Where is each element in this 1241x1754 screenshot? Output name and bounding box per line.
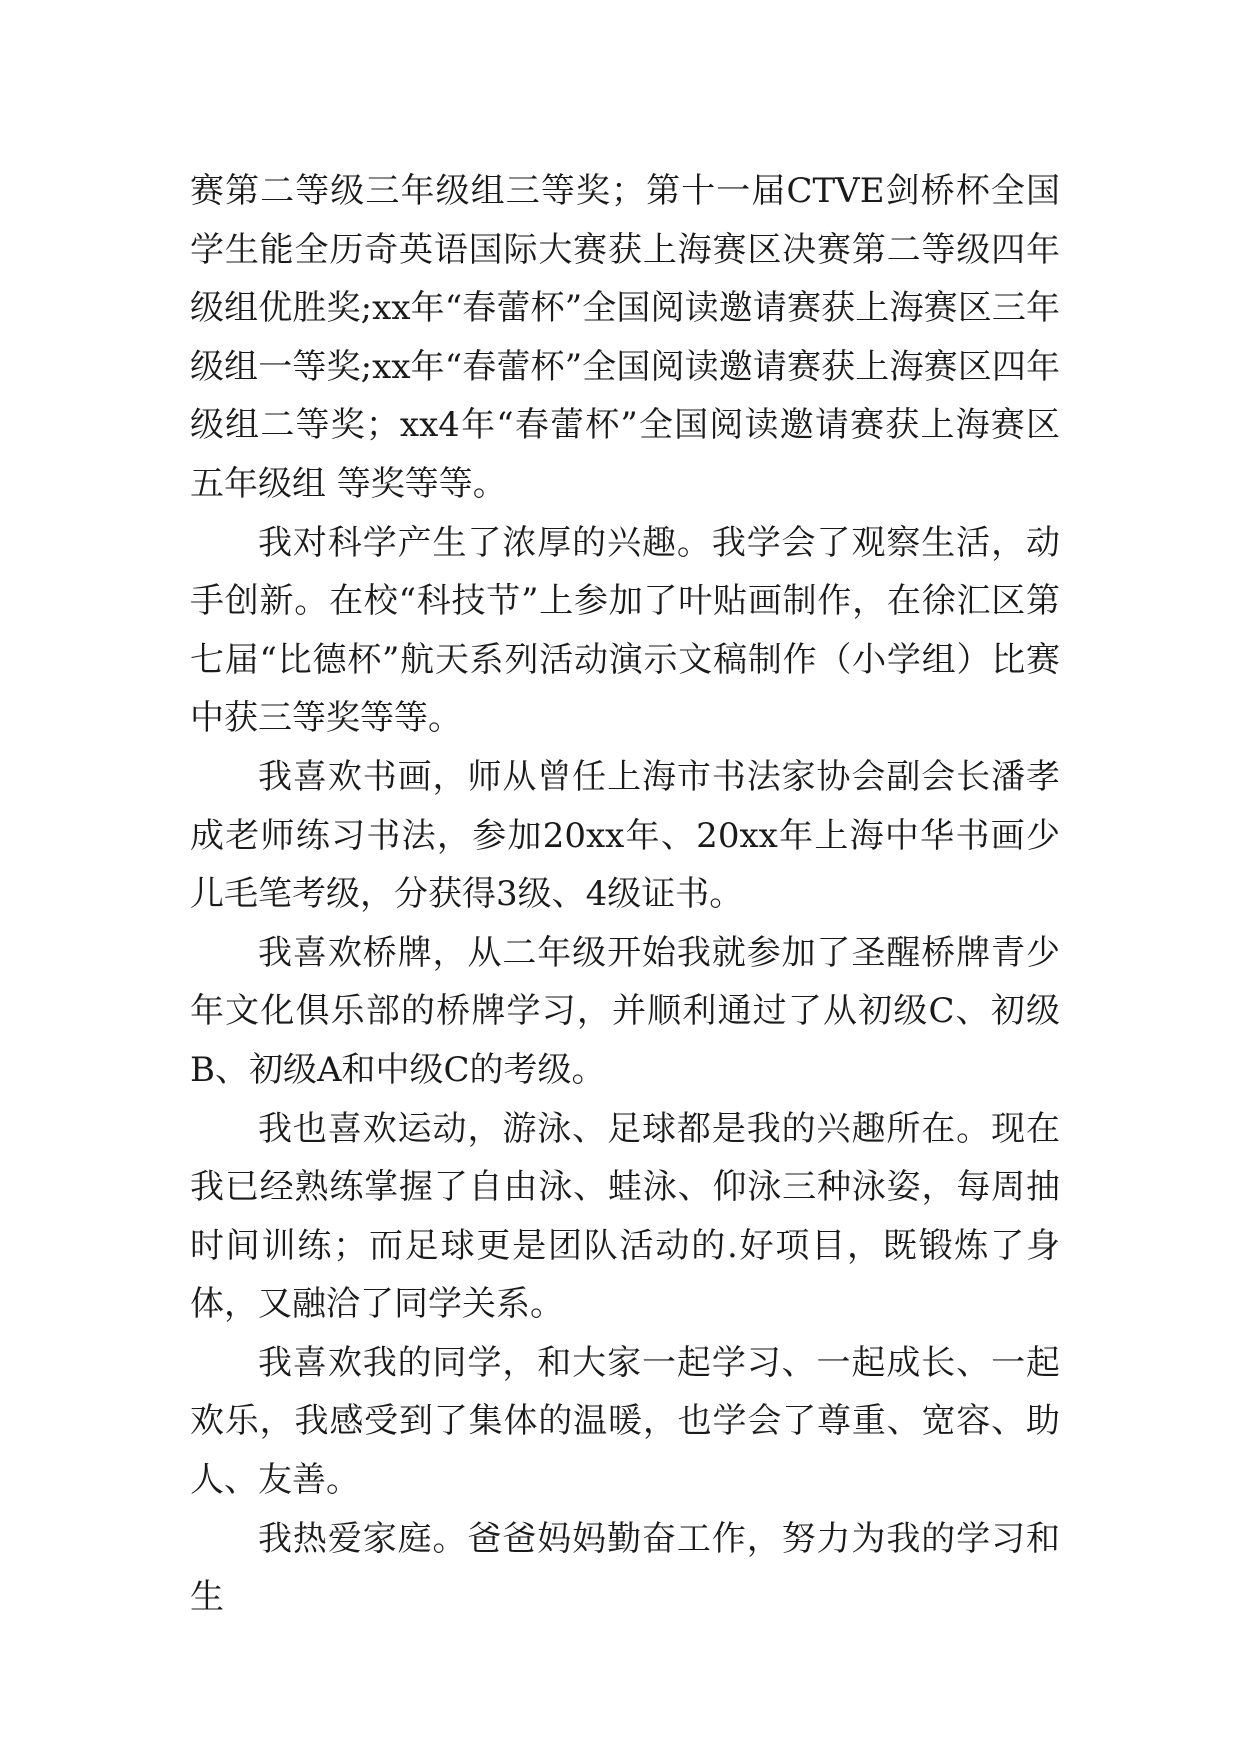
paragraph-bridge: 我喜欢桥牌，从二年级开始我就参加了圣醒桥牌青少年文化俱乐部的桥牌学习，并顺利通过了从初级C、初级B、初级A和中级C的考级。: [190, 932, 1060, 1090]
paragraph-continuation: 赛第二等级三年级组三等奖；第十一届CTVE剑桥杯全国学生能全历奇英语国际大赛获上海赛区决赛第二等级四年级组优胜奖;xx年“春蕾杯”全国阅读邀请赛获上海赛区三年级组一等奖;xx年“春蕾杯”全国阅读邀请赛获上海赛区四年级组二等奖；xx4年“春蕾杯”全国阅读邀请赛获上海赛区五年级组 等奖等等。: [190, 171, 1060, 504]
paragraph-classmates: 我喜欢我的同学，和大家一起学习、一起成长、一起欢乐，我感受到了集体的温暖，也学会了尊重、宽容、助人、友善。: [190, 1342, 1060, 1501]
document-body: [190, 162, 1060, 1627]
paragraph-calligraphy: 我喜欢书画，师从曾任上海市书法家协会副会长潘孝成老师练习书法，参加20xx年、20xx年上海中华书画少儿毛笔考级，分获得3级、4级证书。: [190, 756, 1060, 915]
paragraph-family: 我热爱家庭。爸爸妈妈勤奋工作，努力为我的学习和生: [190, 1518, 1060, 1618]
paragraph-science: 我对科学产生了浓厚的兴趣。我学会了观察生活，动手创新。在校“科技节”上参加了叶贴画制作，在徐汇区第七届“比德杯”航天系列活动演示文稿制作（小学组）比赛中获三等奖等等。: [190, 522, 1060, 739]
paragraph-sports: 我也喜欢运动，游泳、足球都是我的兴趣所在。现在我已经熟练掌握了自由泳、蛙泳、仰泳三种泳姿，每周抽时间训练；而足球更是团队活动的.好项目，既锻炼了身体，又融洽了同学关系。: [190, 1108, 1060, 1325]
